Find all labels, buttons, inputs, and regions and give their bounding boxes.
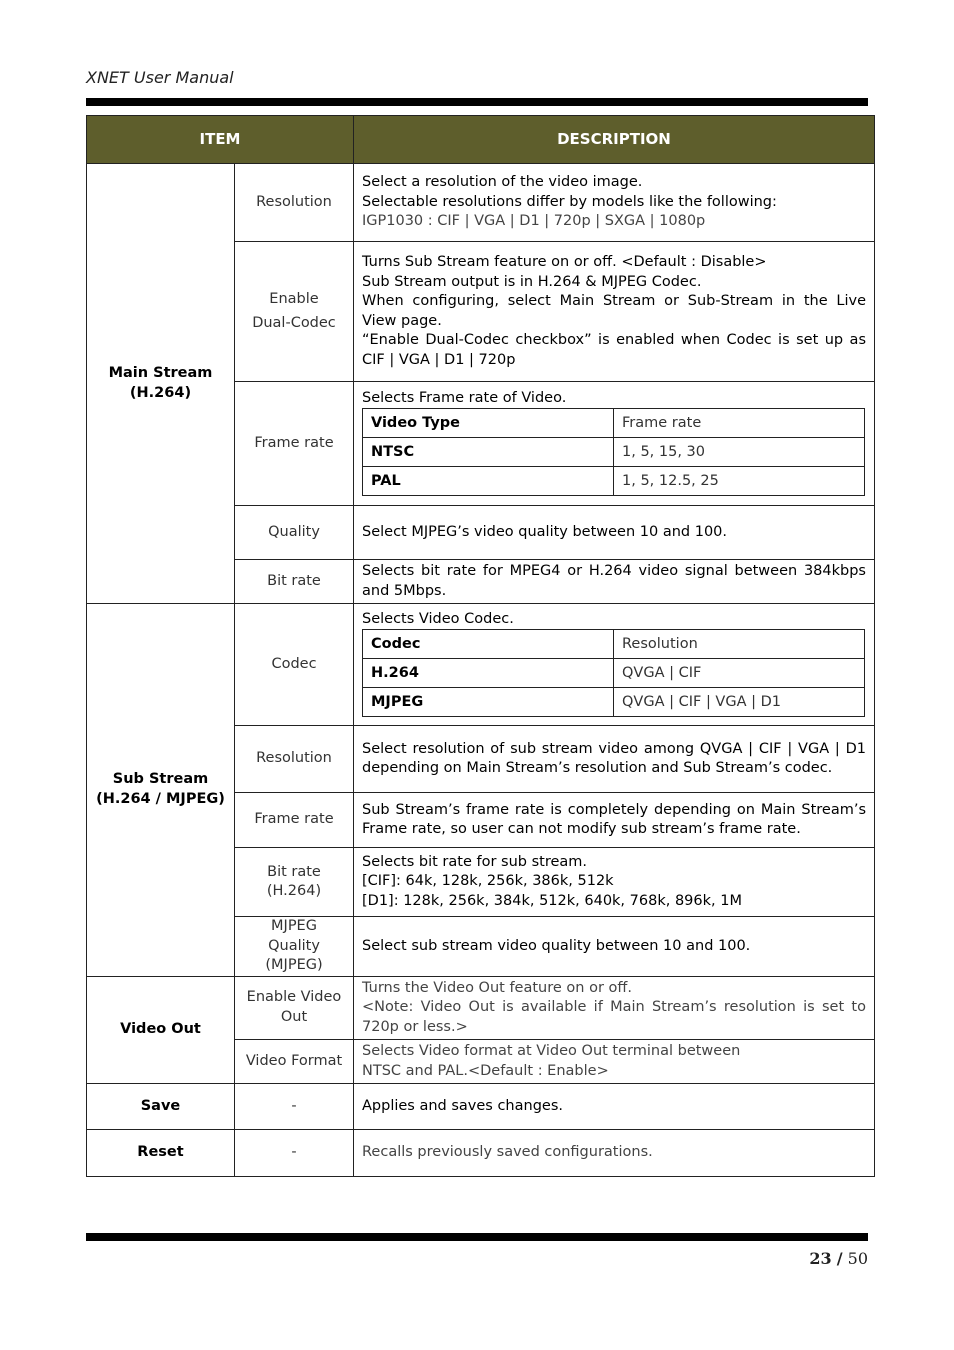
inner-val: 1, 5, 15, 30 <box>614 438 865 467</box>
label-line: Bit rate <box>267 863 321 880</box>
row-description <box>354 1040 875 1084</box>
inner-row <box>363 467 865 496</box>
page-total: 50 <box>847 1249 868 1268</box>
label-line: Dual-Codec <box>252 314 336 331</box>
footer-rule <box>86 1233 868 1241</box>
row-label <box>235 848 354 917</box>
row-description: Select resolution of sub stream video among QVGA | CIF | VGA | D1 depending on Main Stream’s resolution and Sub Stream’s codec. <box>354 726 875 793</box>
row-label: Bit rate <box>235 560 354 604</box>
label-line: Quality <box>268 937 320 954</box>
page-number <box>809 1249 868 1268</box>
inner-key: MJPEG <box>363 688 614 717</box>
row-description <box>354 976 875 1040</box>
inner-head-key: Video Type <box>363 409 614 438</box>
main-stream-label: Main Stream (H.264) <box>87 164 235 604</box>
row-description: Selects bit rate for MPEG4 or H.264 video signal between 384kbps and 5Mbps. <box>354 560 875 604</box>
row-label: Frame rate <box>235 382 354 506</box>
codec-table <box>362 629 865 717</box>
inner-head-key: Codec <box>363 630 614 659</box>
row-label: Resolution <box>235 164 354 242</box>
inner-val: QVGA | CIF <box>614 659 865 688</box>
inner-head-val: Resolution <box>614 630 865 659</box>
row-description: Recalls previously saved configurations. <box>354 1130 875 1177</box>
table-row <box>87 604 875 726</box>
table-row <box>87 1084 875 1130</box>
row-label: Codec <box>235 604 354 726</box>
col-item-header: ITEM <box>87 116 354 164</box>
inner-head-val: Frame rate <box>614 409 865 438</box>
desc-line: [D1]: 128k, 256k, 384k, 512k, 640k, 768k, 896k, 1M <box>362 892 742 909</box>
row-description <box>354 848 875 917</box>
settings-table <box>86 115 875 1177</box>
header-rule <box>86 98 868 106</box>
save-label: Save <box>87 1084 235 1130</box>
inner-row <box>363 659 865 688</box>
inner-key: PAL <box>363 467 614 496</box>
row-description: Sub Stream’s frame rate is completely depending on Main Stream’s Frame rate, so user can not modify sub stream’s frame rate. <box>354 793 875 848</box>
row-description <box>354 242 875 382</box>
row-label: Quality <box>235 506 354 560</box>
sub-stream-label: Sub Stream (H.264 / MJPEG) <box>87 604 235 977</box>
row-description <box>354 382 875 506</box>
inner-key: H.264 <box>363 659 614 688</box>
inner-row <box>363 438 865 467</box>
row-label <box>235 917 354 977</box>
desc-line: <Note: Video Out is available if Main Stream’s resolution is set to 720p or less.> <box>362 999 866 1035</box>
page-separator: / <box>836 1249 843 1268</box>
table-header-row <box>87 116 875 164</box>
desc-line: “Enable Dual-Codec checkbox” is enabled when Codec is set up as CIF | VGA | D1 | 720p <box>362 332 866 368</box>
desc-line: Selects Frame rate of Video. <box>362 389 567 406</box>
desc-line: Turns Sub Stream feature on or off. <Default : Disable> <box>362 254 767 270</box>
manual-title: XNET User Manual <box>86 68 234 87</box>
desc-line: Turns the Video Out feature on or off. <box>362 979 632 996</box>
row-label: Enable Video Out <box>235 976 354 1040</box>
desc-line: Selects bit rate for sub stream. <box>362 853 588 870</box>
row-label: Resolution <box>235 726 354 793</box>
desc-line: Selects Video Codec. <box>362 610 514 627</box>
video-out-label: Video Out <box>87 976 235 1084</box>
row-label: - <box>235 1084 354 1130</box>
inner-row <box>363 688 865 717</box>
inner-val: 1, 5, 12.5, 25 <box>614 467 865 496</box>
label-line: MJPEG <box>271 918 317 934</box>
table-row <box>87 976 875 1040</box>
desc-line: IGP1030 : CIF | VGA | D1 | 720p | SXGA | 1080p <box>362 213 706 230</box>
row-label: - <box>235 1130 354 1177</box>
desc-line: Select a resolution of the video image. <box>362 174 643 191</box>
page-current: 23 <box>809 1249 832 1268</box>
row-label: Video Format <box>235 1040 354 1084</box>
row-label <box>235 242 354 382</box>
desc-line: When configuring, select Main Stream or Sub-Stream in the Live View page. <box>362 293 866 329</box>
row-description: Select sub stream video quality between 10 and 100. <box>354 917 875 977</box>
inner-key: NTSC <box>363 438 614 467</box>
label-line: (MJPEG) <box>265 957 323 973</box>
desc-line: [CIF]: 64k, 128k, 256k, 386k, 512k <box>362 873 614 890</box>
inner-header-row <box>363 409 865 438</box>
desc-line: Selects Video format at Video Out terminal between <box>362 1043 741 1059</box>
desc-line: Sub Stream output is in H.264 & MJPEG Codec. <box>362 273 702 290</box>
desc-line: Selectable resolutions differ by models like the following: <box>362 193 777 210</box>
inner-header-row <box>363 630 865 659</box>
desc-line: NTSC and PAL.<Default : Enable> <box>362 1062 609 1079</box>
label-line: Enable <box>269 291 319 307</box>
inner-val: QVGA | CIF | VGA | D1 <box>614 688 865 717</box>
row-label: Frame rate <box>235 793 354 848</box>
row-description <box>354 164 875 242</box>
frame-rate-table <box>362 408 865 496</box>
table-row <box>87 164 875 242</box>
row-description: Applies and saves changes. <box>354 1084 875 1130</box>
row-description: Select MJPEG’s video quality between 10 and 100. <box>354 506 875 560</box>
col-description-header: DESCRIPTION <box>354 116 875 164</box>
reset-label: Reset <box>87 1130 235 1177</box>
row-description <box>354 604 875 726</box>
table-row <box>87 1130 875 1177</box>
label-line: (H.264) <box>266 883 322 899</box>
